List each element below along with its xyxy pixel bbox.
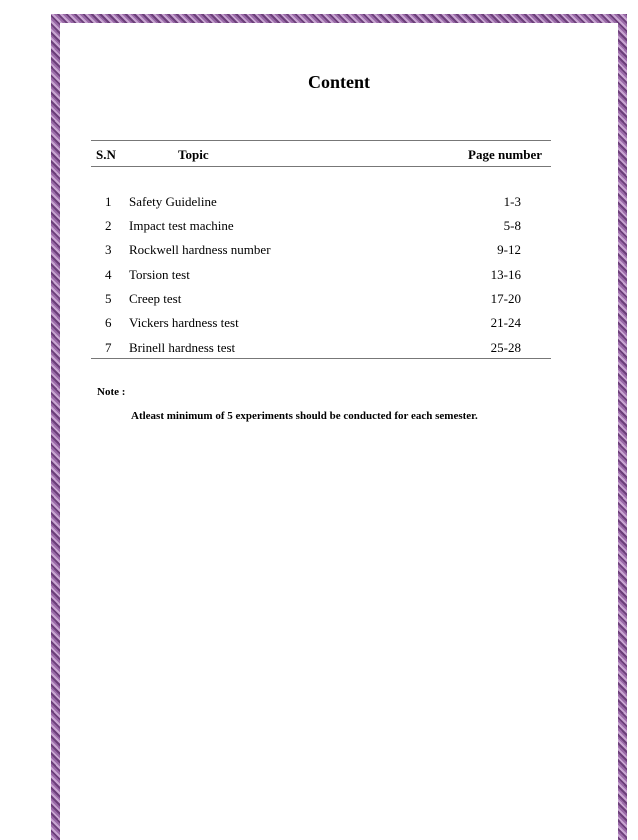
- row-pages: 1-3: [503, 194, 521, 209]
- page-title: Content: [308, 72, 370, 92]
- table-top-rule: [91, 140, 551, 141]
- row-topic: Vickers hardness test: [129, 315, 239, 330]
- table-row: [91, 242, 551, 262]
- row-pages: 21-24: [490, 315, 521, 330]
- table-row: [91, 315, 551, 335]
- row-topic: Brinell hardness test: [129, 340, 236, 355]
- row-number: 5: [105, 291, 112, 306]
- row-number: 1: [105, 194, 112, 209]
- row-topic: Torsion test: [129, 267, 190, 282]
- row-pages: 9-12: [497, 242, 521, 257]
- table-row: [91, 194, 551, 214]
- row-number: 6: [105, 315, 112, 330]
- header-page-number: Page number: [468, 147, 543, 162]
- decorative-page-border: [51, 14, 627, 840]
- table-row: [91, 267, 551, 287]
- row-topic: Impact test machine: [129, 218, 234, 233]
- row-pages: 13-16: [490, 267, 521, 282]
- row-topic: Rockwell hardness number: [129, 242, 271, 257]
- table-header-rule: [91, 166, 551, 167]
- note-label: Note :: [97, 386, 126, 398]
- row-number: 3: [105, 242, 112, 257]
- table-bottom-rule: [91, 358, 551, 359]
- table-row: [91, 340, 551, 360]
- note-text: Atleast minimum of 5 experiments should be conducted for each semester.: [131, 410, 478, 422]
- row-pages: 17-20: [490, 291, 521, 306]
- row-pages: 25-28: [490, 340, 521, 355]
- header-topic: Topic: [178, 147, 209, 162]
- row-topic: Creep test: [129, 291, 182, 306]
- row-pages: 5-8: [503, 218, 521, 233]
- row-number: 7: [105, 340, 112, 355]
- table-row: [91, 291, 551, 311]
- row-number: 4: [105, 267, 112, 282]
- table-row: [91, 218, 551, 238]
- row-topic: Safety Guideline: [129, 194, 217, 209]
- row-number: 2: [105, 218, 112, 233]
- header-sn: S.N: [96, 147, 116, 162]
